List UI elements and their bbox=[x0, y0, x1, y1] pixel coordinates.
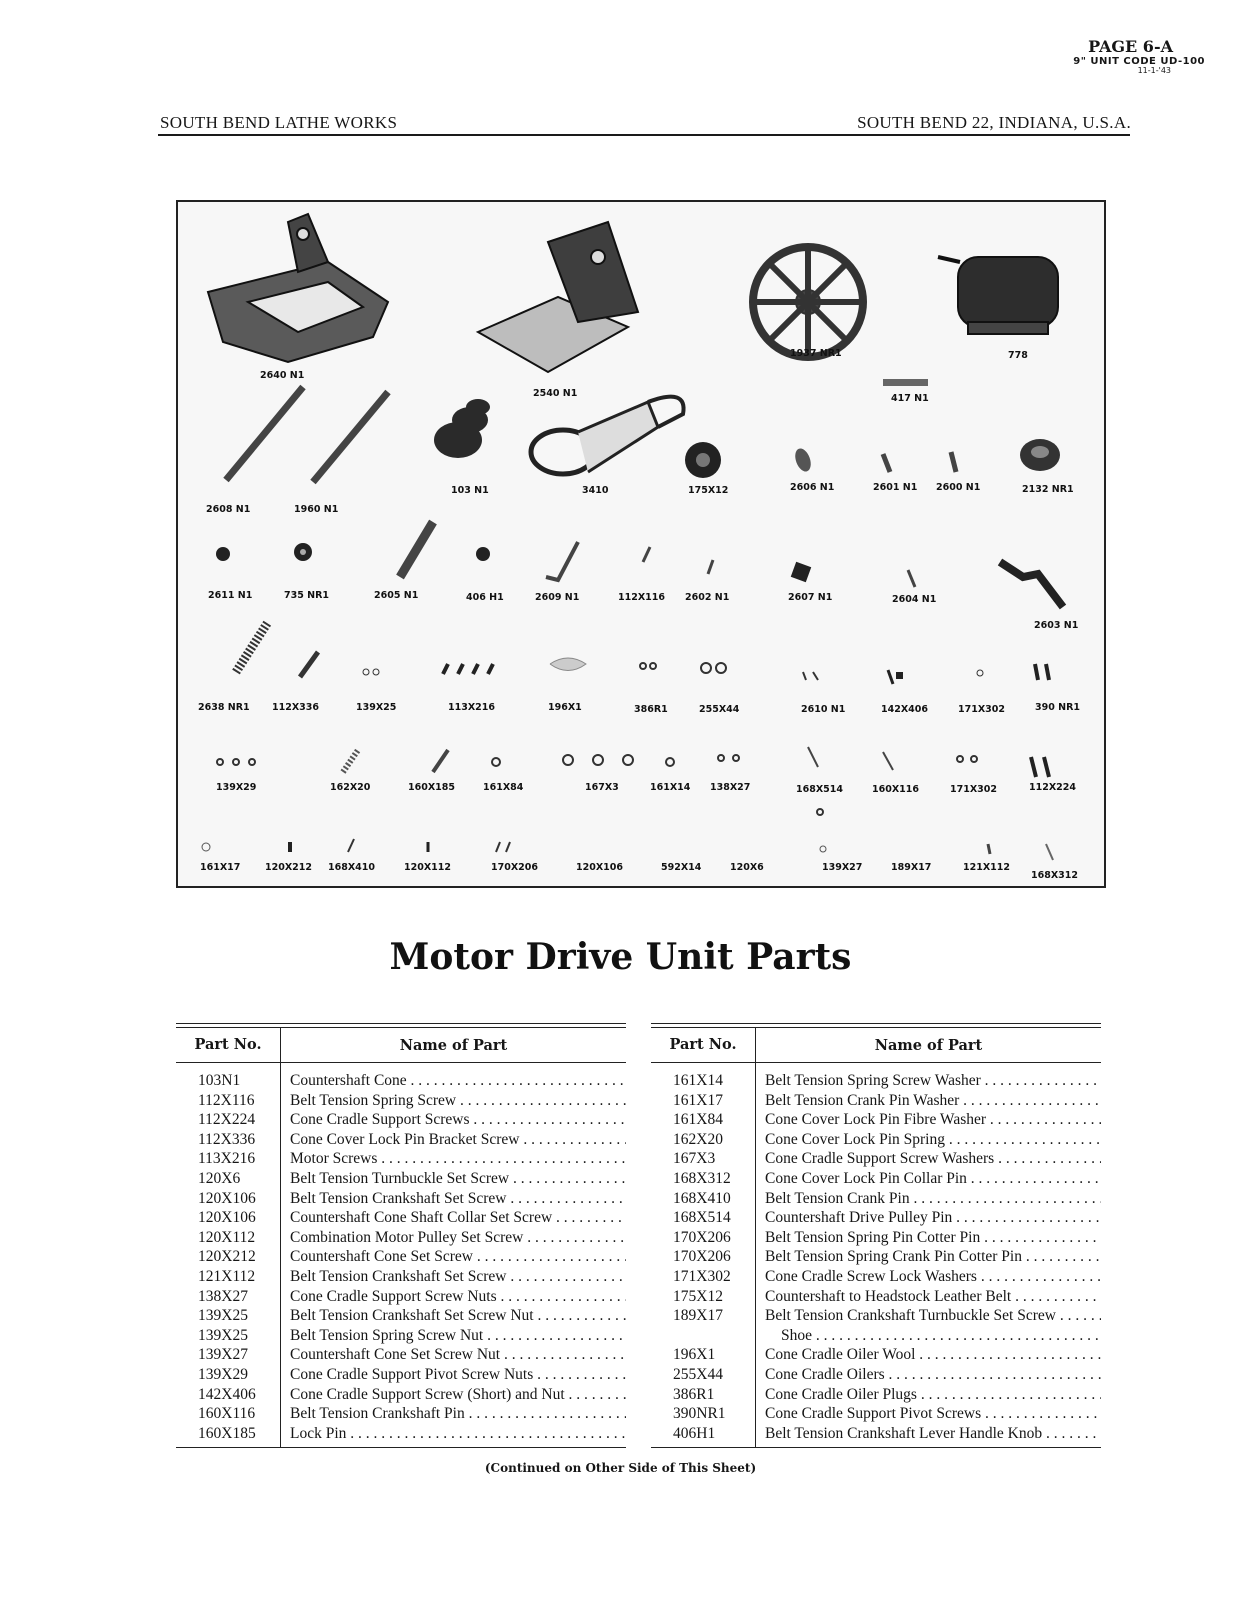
part-number-cell: 113X216 bbox=[198, 1150, 256, 1168]
part-name-text: Cone Cradle Support Pivot Screw Nuts . . . bbox=[290, 1366, 626, 1383]
part-name-text: Belt Tension Crankshaft Pin . . . bbox=[290, 1405, 626, 1422]
photo-part-label: 120X6 bbox=[730, 862, 764, 873]
photo-part-label: 255X44 bbox=[699, 704, 740, 715]
part-name-text: Countershaft Drive Pulley Pin . . . bbox=[765, 1209, 1101, 1226]
part-name-text: Belt Tension Spring Pin Cotter Pin . . . bbox=[765, 1229, 1101, 1246]
part-number-cell: 170X206 bbox=[673, 1228, 731, 1246]
part-name-text: Cone Cover Lock Pin Fibre Washer . . . bbox=[765, 1111, 1101, 1128]
part-name-text: Motor Screws . . . bbox=[290, 1150, 626, 1167]
part-name-cell bbox=[765, 1345, 1101, 1365]
part-number-cell: 167X3 bbox=[673, 1150, 716, 1168]
part-name-cell bbox=[765, 1189, 1101, 1209]
part-name-cell bbox=[290, 1208, 626, 1228]
photo-part-label: 175X12 bbox=[688, 485, 729, 496]
photo-part-label: 168X312 bbox=[1031, 870, 1078, 881]
part-name-cell bbox=[290, 1169, 626, 1189]
part-name-text: Cone Cradle Support Screw Washers . . . bbox=[765, 1150, 1101, 1167]
part-name-text: Belt Tension Crankshaft Set Screw . . . bbox=[290, 1190, 626, 1207]
part-name-text: Countershaft Cone Set Screw Nut . . . bbox=[290, 1346, 626, 1363]
photo-part-label: 120X212 bbox=[265, 862, 312, 873]
part-name-cell bbox=[290, 1228, 626, 1248]
part-number-cell: 255X44 bbox=[673, 1365, 723, 1383]
part-name-cell bbox=[765, 1091, 1101, 1111]
photo-part-label: 162X20 bbox=[330, 782, 371, 793]
photo-part-label: 2605 N1 bbox=[374, 590, 419, 601]
part-name-cell bbox=[290, 1404, 626, 1424]
part-name-text: Belt Tension Crank Pin Washer . . . bbox=[765, 1092, 1101, 1109]
photo-part-label: 121X112 bbox=[963, 862, 1010, 873]
part-number-cell: 112X336 bbox=[198, 1130, 256, 1148]
part-number-cell: 168X312 bbox=[673, 1169, 731, 1187]
page-number: PAGE 6-A bbox=[1088, 37, 1173, 56]
part-number-cell: 390NR1 bbox=[673, 1405, 726, 1423]
v-belt-drawing bbox=[531, 397, 684, 474]
photo-part-label: 161X14 bbox=[650, 782, 691, 793]
part-name-cell bbox=[290, 1130, 626, 1150]
part-name-column bbox=[755, 1071, 1101, 1443]
part-name-text: Cone Cradle Oiler Plugs . . . bbox=[765, 1386, 1101, 1403]
parts-table-left bbox=[176, 1023, 626, 1448]
header-rule bbox=[158, 134, 1130, 136]
photo-part-label: 2604 N1 bbox=[892, 594, 937, 605]
part-name-text: Belt Tension Spring Screw . . . bbox=[290, 1092, 626, 1109]
part-name-cell bbox=[765, 1130, 1101, 1150]
continued-note: (Continued on Other Side of This Sheet) bbox=[484, 1461, 757, 1475]
shaft-1960n1-drawing bbox=[313, 392, 388, 482]
photo-part-label: 2608 N1 bbox=[206, 504, 251, 515]
part-number-cell: 121X112 bbox=[198, 1267, 256, 1285]
photo-part-label: 171X302 bbox=[950, 784, 997, 795]
photo-part-label: 2640 N1 bbox=[260, 370, 305, 381]
photo-part-label: 592X14 bbox=[661, 862, 702, 873]
part-name-text: Belt Tension Crank Pin . . . bbox=[765, 1190, 1101, 1207]
part-number-cell: 120X212 bbox=[198, 1248, 256, 1266]
part-name-cell bbox=[290, 1326, 626, 1346]
part-name-cell bbox=[290, 1091, 626, 1111]
part-name-cell bbox=[765, 1267, 1101, 1287]
part-number-cell: 120X106 bbox=[198, 1209, 256, 1227]
part-name-cell bbox=[290, 1071, 626, 1091]
part-number-column bbox=[651, 1071, 755, 1443]
photo-part-label: 161X17 bbox=[200, 862, 241, 873]
photo-part-label: 2132 NR1 bbox=[1022, 484, 1074, 495]
part-number-cell: 139X25 bbox=[198, 1326, 248, 1344]
part-number-cell: 138X27 bbox=[198, 1287, 248, 1305]
photo-part-label: 139X27 bbox=[822, 862, 863, 873]
part-name-text: Countershaft Cone Set Screw . . . bbox=[290, 1248, 626, 1265]
page-code bbox=[1073, 38, 1205, 75]
part-name-text: Cone Cover Lock Pin Collar Pin . . . bbox=[765, 1170, 1101, 1187]
part-number-cell: 168X410 bbox=[673, 1189, 731, 1207]
part-name-text: Belt Tension Crankshaft Lever Handle Knob . . . bbox=[765, 1425, 1101, 1442]
photo-part-label: 168X514 bbox=[796, 784, 843, 795]
part-number-cell: 139X29 bbox=[198, 1365, 248, 1383]
part-number-cell: 139X25 bbox=[198, 1307, 248, 1325]
part-name-cell bbox=[765, 1228, 1101, 1248]
part-name-text: Cone Cradle Support Pivot Screws . . . bbox=[765, 1405, 1101, 1422]
part-number-cell: 103N1 bbox=[198, 1072, 241, 1089]
part-name-text: Cone Cover Lock Pin Spring . . . bbox=[765, 1131, 1101, 1148]
table-header bbox=[651, 1028, 1101, 1063]
part-name-text: Belt Tension Spring Screw Washer . . . bbox=[765, 1072, 1101, 1089]
photo-part-label: 139X25 bbox=[356, 702, 397, 713]
photo-part-label: 406 H1 bbox=[466, 592, 504, 603]
part-number-cell: 120X6 bbox=[198, 1169, 241, 1187]
part-name-cell bbox=[765, 1306, 1101, 1326]
cradle-support-drawing bbox=[478, 222, 638, 372]
photo-part-label: 2609 N1 bbox=[535, 592, 580, 603]
part-417n1-drawing bbox=[883, 379, 928, 386]
photo-part-label: 168X410 bbox=[328, 862, 375, 873]
part-name-cell bbox=[290, 1189, 626, 1209]
parts-photograph bbox=[176, 200, 1106, 888]
part-name-text: Belt Tension Crankshaft Set Screw Nut . . . bbox=[290, 1307, 626, 1324]
part-name-cell bbox=[290, 1149, 626, 1169]
part-name-text: Countershaft Cone Shaft Collar Set Screw . . . bbox=[290, 1209, 626, 1226]
photo-part-label: 138X27 bbox=[710, 782, 751, 793]
part-name-cell bbox=[765, 1208, 1101, 1228]
part-number-cell: 112X116 bbox=[198, 1091, 255, 1109]
part-name-text: Countershaft to Headstock Leather Belt . . . bbox=[765, 1288, 1101, 1305]
photo-part-label: 2638 NR1 bbox=[198, 702, 250, 713]
part-name-cell bbox=[765, 1110, 1101, 1130]
countershaft-cone-drawing bbox=[434, 399, 490, 458]
photo-part-label: 386R1 bbox=[634, 704, 668, 715]
header-company: SOUTH BEND LATHE WORKS bbox=[160, 113, 398, 132]
pulley-2132nr1-drawing bbox=[1020, 439, 1060, 471]
photo-part-label: 2606 N1 bbox=[790, 482, 835, 493]
part-number-cell: 162X20 bbox=[673, 1130, 723, 1148]
crankshaft-drawing bbox=[400, 522, 433, 577]
photo-part-label: 142X406 bbox=[881, 704, 928, 715]
part-name-cell bbox=[765, 1404, 1101, 1424]
photo-part-label: 139X29 bbox=[216, 782, 257, 793]
photo-part-label: 390 NR1 bbox=[1035, 702, 1081, 713]
part-name-cell bbox=[765, 1247, 1101, 1267]
part-name-text: Countershaft Cone . . . bbox=[290, 1072, 626, 1089]
photo-part-label: 1937 NR1 bbox=[790, 348, 842, 359]
part-name-cell bbox=[290, 1287, 626, 1307]
part-number-cell: 175X12 bbox=[673, 1287, 723, 1305]
photo-part-label: 161X84 bbox=[483, 782, 524, 793]
part-name-cell bbox=[765, 1385, 1101, 1405]
part-number-cell: 168X514 bbox=[673, 1209, 731, 1227]
part-2606n1-drawing bbox=[792, 446, 813, 473]
column-header-name: Name of Part bbox=[874, 1036, 983, 1054]
part-number-cell: 160X116 bbox=[198, 1405, 256, 1423]
part-number-cell: 161X84 bbox=[673, 1111, 723, 1129]
part-name-column bbox=[280, 1071, 626, 1443]
unit-code: 9" UNIT CODE UD-100 bbox=[1073, 55, 1205, 67]
photo-part-label: 171X302 bbox=[958, 704, 1005, 715]
photo-part-label: 189X17 bbox=[891, 862, 932, 873]
page-title: Motor Drive Unit Parts bbox=[389, 936, 852, 978]
photo-part-label: 735 NR1 bbox=[284, 590, 330, 601]
part-number-cell: 406H1 bbox=[673, 1424, 716, 1442]
column-header-name: Name of Part bbox=[399, 1036, 508, 1054]
part-number-cell: 160X185 bbox=[198, 1424, 256, 1442]
part-number-cell: 171X302 bbox=[673, 1267, 731, 1285]
part-name-text: Lock Pin . . . bbox=[290, 1425, 626, 1442]
part-name-text: Cone Cradle Support Screw Nuts . . . bbox=[290, 1288, 626, 1305]
photo-part-label: 778 bbox=[1008, 350, 1028, 361]
part-number-cell: 386R1 bbox=[673, 1385, 715, 1403]
parts-table-right bbox=[651, 1023, 1101, 1448]
part-number-cell: 161X17 bbox=[673, 1091, 723, 1109]
part-name-cell bbox=[765, 1287, 1101, 1307]
part-name-text: Shoe . . . bbox=[781, 1327, 1101, 1344]
part-name-cell bbox=[765, 1071, 1101, 1091]
column-header-part-no: Part No. bbox=[651, 1028, 756, 1062]
issue-date: 11-1-'43 bbox=[1137, 65, 1171, 75]
part-number-cell: 142X406 bbox=[198, 1385, 256, 1403]
photo-part-label: 112X336 bbox=[272, 702, 319, 713]
part-name-text: Cone Cradle Support Screws . . . bbox=[290, 1111, 626, 1128]
motor-drawing bbox=[938, 257, 1058, 334]
photo-part-label: 2610 N1 bbox=[801, 704, 846, 715]
part-name-cell bbox=[290, 1247, 626, 1267]
part-name-text: Cone Cover Lock Pin Bracket Screw . . . bbox=[290, 1131, 626, 1148]
table-bottom-rule bbox=[651, 1447, 1101, 1448]
part-number-cell: 120X106 bbox=[198, 1189, 256, 1207]
shaft-2608n1-drawing bbox=[226, 387, 303, 480]
part-name-cell bbox=[290, 1365, 626, 1385]
photo-part-label: 103 N1 bbox=[451, 485, 489, 496]
table-header bbox=[176, 1028, 626, 1063]
photo-part-label: 3410 bbox=[582, 485, 609, 496]
drive-pulley-drawing bbox=[753, 247, 863, 357]
photo-part-label: 170X206 bbox=[491, 862, 538, 873]
part-number-cell: 161X14 bbox=[673, 1072, 723, 1089]
part-name-text: Cone Cradle Oiler Wool . . . bbox=[765, 1346, 1101, 1363]
photo-part-label: 160X185 bbox=[408, 782, 455, 793]
photo-part-label: 2607 N1 bbox=[788, 592, 833, 603]
part-name-text: Belt Tension Crankshaft Set Screw . . . bbox=[290, 1268, 626, 1285]
part-name-cell bbox=[290, 1110, 626, 1130]
part-number-column bbox=[176, 1071, 280, 1443]
header-address: SOUTH BEND 22, INDIANA, U.S.A. bbox=[857, 113, 1131, 132]
part-name-cell bbox=[765, 1149, 1101, 1169]
part-name-text: Cone Cradle Oilers . . . bbox=[765, 1366, 1101, 1383]
photo-part-label: 160X116 bbox=[872, 784, 919, 795]
photo-part-label: 2602 N1 bbox=[685, 592, 730, 603]
photo-part-label: 2540 N1 bbox=[533, 388, 578, 399]
part-name-text: Belt Tension Turnbuckle Set Screw . . . bbox=[290, 1170, 626, 1187]
part-name-text: Belt Tension Spring Screw Nut . . . bbox=[290, 1327, 626, 1344]
part-name-cell bbox=[765, 1424, 1101, 1444]
photo-part-label: 1960 N1 bbox=[294, 504, 339, 515]
part-number-cell: 120X112 bbox=[198, 1228, 256, 1246]
part-name-cell bbox=[765, 1169, 1101, 1189]
part-name-text: Cone Cradle Support Screw (Short) and Nut . . . bbox=[290, 1386, 626, 1403]
part-name-cell bbox=[290, 1267, 626, 1287]
part-name-text: Cone Cradle Screw Lock Washers . . . bbox=[765, 1268, 1101, 1285]
part-name-cell bbox=[290, 1345, 626, 1365]
photo-part-label: 112X116 bbox=[618, 592, 665, 603]
part-number-cell: 189X17 bbox=[673, 1307, 723, 1325]
table-bottom-rule bbox=[176, 1447, 626, 1448]
photo-part-label: 196X1 bbox=[548, 702, 582, 713]
photo-part-label: 417 N1 bbox=[891, 393, 929, 404]
crank-2603n1-drawing bbox=[1000, 562, 1063, 607]
part-number-cell: 112X224 bbox=[198, 1111, 256, 1129]
part-number-cell: 170X206 bbox=[673, 1248, 731, 1266]
part-name-cell bbox=[765, 1326, 1101, 1346]
part-number-cell: 139X27 bbox=[198, 1346, 248, 1364]
photo-part-label: 2601 N1 bbox=[873, 482, 918, 493]
part-number-cell: 196X1 bbox=[673, 1346, 716, 1364]
cone-cradle-drawing bbox=[208, 214, 388, 362]
part-name-cell bbox=[290, 1424, 626, 1444]
photo-part-label: 120X112 bbox=[404, 862, 451, 873]
part-name-cell bbox=[290, 1306, 626, 1326]
column-header-part-no: Part No. bbox=[176, 1028, 281, 1062]
photo-part-label: 113X216 bbox=[448, 702, 495, 713]
part-name-cell bbox=[290, 1385, 626, 1405]
part-name-text: Belt Tension Spring Crank Pin Cotter Pin . . . bbox=[765, 1248, 1101, 1265]
photo-part-label: 112X224 bbox=[1029, 782, 1076, 793]
photo-part-label: 167X3 bbox=[585, 782, 619, 793]
photo-part-label: 120X106 bbox=[576, 862, 623, 873]
part-name-cell bbox=[765, 1365, 1101, 1385]
photo-part-label: 2600 N1 bbox=[936, 482, 981, 493]
photo-part-label: 2611 N1 bbox=[208, 590, 253, 601]
part-name-text: Belt Tension Crankshaft Turnbuckle Set Screw . . . bbox=[765, 1307, 1101, 1324]
part-name-text: Combination Motor Pulley Set Screw . . . bbox=[290, 1229, 626, 1246]
part-number-cell bbox=[651, 1326, 755, 1346]
photo-part-label: 2603 N1 bbox=[1034, 620, 1079, 631]
